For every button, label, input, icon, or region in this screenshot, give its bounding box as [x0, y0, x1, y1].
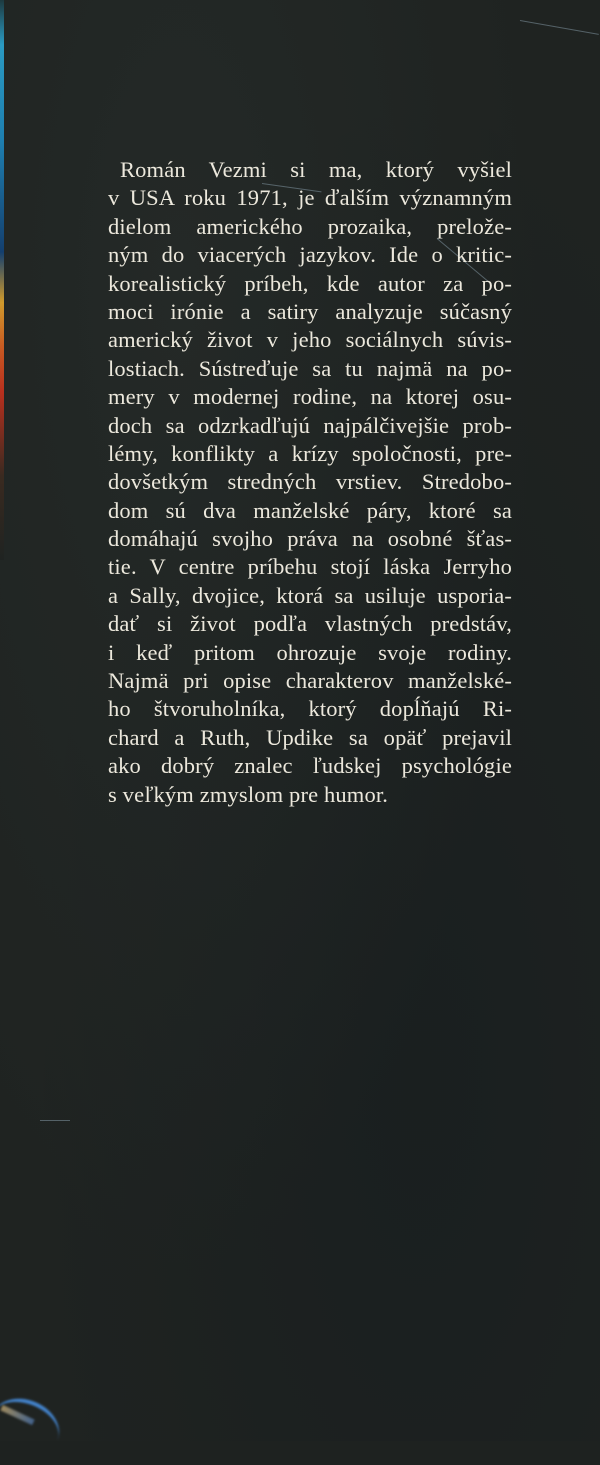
blurb-line: moci irónie a satiry analyzuje súčasný	[108, 298, 512, 324]
blurb-line: lostiach. Sústreďuje sa tu najmä na po-	[108, 355, 512, 381]
scratch-mark	[520, 20, 599, 35]
blurb-line: mery v modernej rodine, na ktorej osu-	[108, 384, 512, 410]
blurb-line: doch sa odzrkadľujú najpálčivejšie prob-	[108, 412, 512, 438]
blurb-line: ným do viacerých jazykov. Ide o kritic-	[108, 242, 512, 268]
blurb-line: lémy, konflikty a krízy spoločnosti, pre-	[108, 440, 512, 466]
blurb-line: dielom amerického prozaika, prelože-	[108, 213, 512, 239]
blurb-line: tie. V centre príbehu stojí láska Jerryho	[108, 554, 512, 580]
blurb-line: Najmä pri opise charakterov manželské-	[108, 668, 512, 694]
blurb-line: a Sally, dvojice, ktorá sa usiluje usporia-	[108, 582, 512, 608]
blurb-line: domáhajú svojho práva na osobné šťas-	[108, 526, 512, 552]
blurb-line: americký život v jeho sociálnych súvis-	[108, 327, 512, 353]
blurb-line: ho štvoruholníka, ktorý dopĺňajú Ri-	[108, 696, 512, 722]
blurb-line: i keď pritom ohrozuje svoje rodiny.	[108, 639, 512, 665]
blurb-line: dovšetkým stredných vrstiev. Stredobo-	[108, 469, 512, 495]
blurb-line: v USA roku 1971, je ďalším významným	[108, 185, 512, 211]
blurb-line: dať si život podľa vlastných predstáv,	[108, 611, 512, 637]
blurb-line: ako dobrý znalec ľudskej psychológie	[108, 753, 512, 779]
spine-color-strip	[0, 0, 4, 560]
blurb-line: Román Vezmi si ma, ktorý vyšiel	[120, 157, 512, 182]
blurb-line: chard a Ruth, Updike sa opäť prejavil	[108, 724, 512, 750]
blurb-line: dom sú dva manželské páry, ktoré sa	[108, 497, 512, 523]
blurb-text	[108, 156, 512, 809]
blurb-line: korealistický príbeh, kde autor za po-	[108, 270, 512, 296]
corner-light-flare	[0, 1389, 68, 1465]
blurb-line: s veľkým zmyslom pre humor.	[108, 781, 389, 807]
scratch-mark	[40, 1120, 70, 1121]
